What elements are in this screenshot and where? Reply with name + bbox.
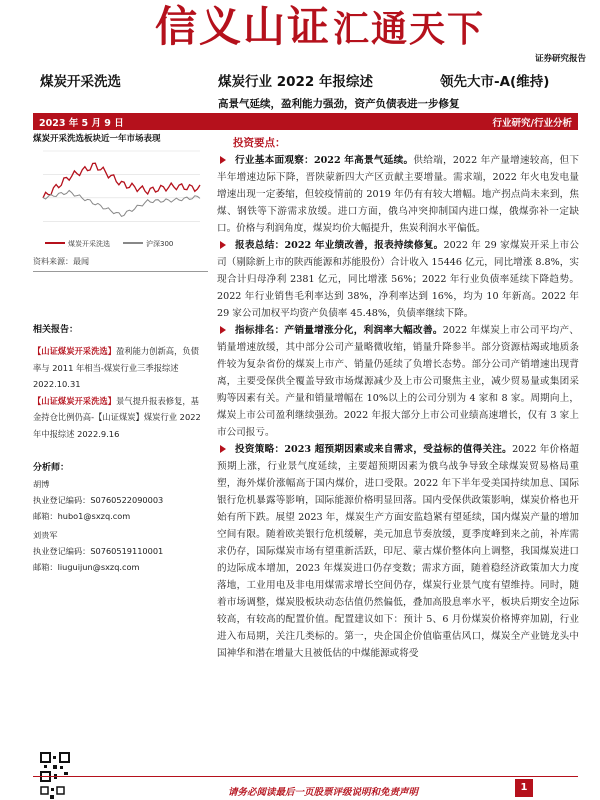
- legend-label-hs300: 沪深300: [146, 240, 174, 248]
- triangle-bullet-icon: [220, 326, 226, 334]
- industry-name: 煤炭开采洗选: [40, 74, 121, 90]
- paragraph-text: 供给端，2022 年产量增速较高，但下半年增速边际下降，晋陕蒙新四大产区贡献主要增量。需求端，2022 年火电发电量增速出现一定萎缩，但较疫情前的 2019 年仍有有较大增幅。地产拐点尚未来到，焦煤、钢铁等下游需求放缓。进口方面，俄乌冲突抑制国内进口煤，俄煤弥补一定缺口。价格与利润角度，煤炭均价大幅提升，焦炭利润水平偏低。: [217, 155, 579, 234]
- footer-divider: [33, 776, 578, 777]
- legend-label-coal: 煤炭开采洗选: [68, 240, 110, 248]
- date-bar: [33, 113, 578, 130]
- chart-lines: [43, 163, 200, 216]
- analyst-name: 刘贵军: [33, 530, 58, 540]
- investment-points: [217, 152, 579, 662]
- rating: 领先大市-A(维持): [440, 74, 550, 90]
- paragraph: [217, 152, 579, 237]
- paragraph-lead: 行业基本面观察：2022 年高景气延续。: [235, 155, 414, 166]
- related-text: 景气提升报表修复，基金持仓比例仍高-【山证煤炭】煤炭行业 2022 年中报综述 2022.9.16: [33, 395, 201, 439]
- triangle-bullet-icon: [220, 156, 226, 164]
- paragraph-text: 2022 年价格超预期上涨，行业景气度延续，主要超预期因素为俄乌战争导致全球煤炭贸易格局重塑，海外煤价涨幅高于国内煤价，进口受限。2022 年下半年受美国持续加息、国际银行危机暴露等影响，国际能源价格明显回落。国内受保供政策影响，煤炭价格也开始有所下跌。展望 2023 年，煤炭生产方面安监趋紧有望延续，国内煤炭产量的增加空间有限。随着欧美银行危机缓解，美元加息节奏放缓，夏季度峰到来之前，补库需求仍存，国际煤炭市场有望重新活跃，印尼、蒙古煤价整体向上调整，我国煤炭进口的边际成本增加，2023 年煤炭进口仍存变数；需求方面，随着稳经济政策加大力度落地，工业用电及非电用煤需求增长空间仍存，煤炭行业景气度有望维持。同时，随着市场调整，煤炭股板块动态估值仍然偏低，叠加高股息率水平，板块后期安全边际较高，有较高的配置价值。配置建议如下：预计 5、6 月份煤炭价格博弈加剧，行业进入布局期，关注几类标的。第一，央企国企价值临重估风口，煤炭全产业链龙头中国神华和潜在增量大且被低估的中煤能源或将受: [217, 444, 580, 659]
- related-title: 相关报告：: [33, 325, 79, 335]
- brand-slogan: [155, 0, 485, 54]
- triangle-bullet-icon: [220, 445, 226, 453]
- chart-source: 资料来源：最闻: [33, 257, 89, 266]
- qr-code-icon: [40, 752, 70, 782]
- chart-grid: [43, 151, 200, 221]
- chart-title: 煤炭开采洗选板块近一年市场表现: [33, 134, 161, 144]
- report-date: 2023 年 5 月 9 日: [39, 118, 124, 129]
- analyst-cert: 执业登记编码：S0760522090003: [33, 495, 164, 505]
- triangle-bullet-icon: [220, 241, 226, 249]
- page-number: 1: [515, 779, 533, 797]
- related-text: 盈利能力创新高，负债率与 2011 年相当-煤炭行业三季报综述 2022.10.31: [33, 346, 199, 389]
- paragraph-text: 2022 年煤炭上市公司平均产、销量增速放缓，其中部分公司产量略微收缩，销量升降参半。部分资源枯竭或地质条件较为复杂省份的煤炭上市产、销量仍延续了负增长态势。部分公司产销增速出现背离，主要受保供全覆盖导致市场煤源减少及上市公司聚焦主业，减少贸易量或集团采购等因素有关。产量和销量增幅在 10%以上的公司分别为 4 家和 8 家。周期向上，煤炭上市公司盈利继续强劲。2022 年报大部分上市公司业绩高速增长，仅有 3 家上市公司报亏。: [217, 325, 580, 438]
- paragraph-lead: 指标排名：产销量增涨分化，利润率大幅改善。: [235, 325, 443, 336]
- section-title: 投资要点：: [233, 137, 286, 149]
- divider: [33, 271, 208, 272]
- paragraph: [217, 322, 579, 441]
- analyst-list: [33, 476, 205, 575]
- brand-slogan-main: 信义山证: [155, 2, 332, 51]
- chart-legend: [45, 239, 173, 248]
- analyst-email[interactable]: 邮箱：hubo1@sxzq.com: [33, 511, 131, 521]
- related-source: 【山证煤炭开采洗选】: [33, 395, 116, 406]
- analyst-email[interactable]: 邮箱：liuguijun@sxzq.com: [33, 562, 140, 572]
- paragraph-text: 2022 年 29 家煤炭开采上市公司（剔除新上市的陕西能源和苏能股份）合计收入 15446 亿元，同比增涨 8.8%，实现合计归母净利 2381 亿元，同比增涨 56%；2022 年行业负债率延续下降趋势。2022 年行业销售毛利率达到 38%，净利率达到 16%，均为 10 年新高。2022 年 29 家公司加权平均资产负债率 45.48%，负债率继续下降。: [217, 240, 579, 319]
- report-subtitle: 高景气延续，盈利能力强劲，资产负债表进一步修复: [218, 98, 460, 110]
- report-title: 煤炭行业 2022 年报综述: [218, 74, 373, 90]
- paragraph: [217, 237, 579, 322]
- related-source: 【山证煤炭开采洗选】: [33, 346, 116, 356]
- qr-code-icon: [40, 786, 66, 800]
- paragraph: [217, 441, 579, 662]
- analyst-title: 分析师：: [33, 463, 70, 473]
- series-line-1: [43, 190, 200, 216]
- related-reports: [33, 343, 205, 442]
- market-performance-chart: [35, 145, 205, 253]
- brand-slogan-second: 汇通天下: [333, 8, 486, 50]
- analyst-cert: 执业登记编码：S0760519110001: [33, 546, 164, 556]
- report-category: 行业研究/行业分析: [492, 118, 572, 129]
- related-item[interactable]: [33, 393, 205, 443]
- paragraph-lead: 投资策略：2023 超预期因素或来自需求，受益标的值得关注。: [235, 444, 513, 455]
- related-item[interactable]: [33, 343, 205, 393]
- footer-disclaimer[interactable]: 请务必阅读最后一页股票评级说明和免责声明: [228, 787, 419, 798]
- paragraph-lead: 报表总结：2022 年业绩改善，报表持续修复。: [235, 240, 444, 251]
- report-type: 证券研究报告: [534, 54, 586, 64]
- analyst-name: 胡博: [33, 479, 50, 489]
